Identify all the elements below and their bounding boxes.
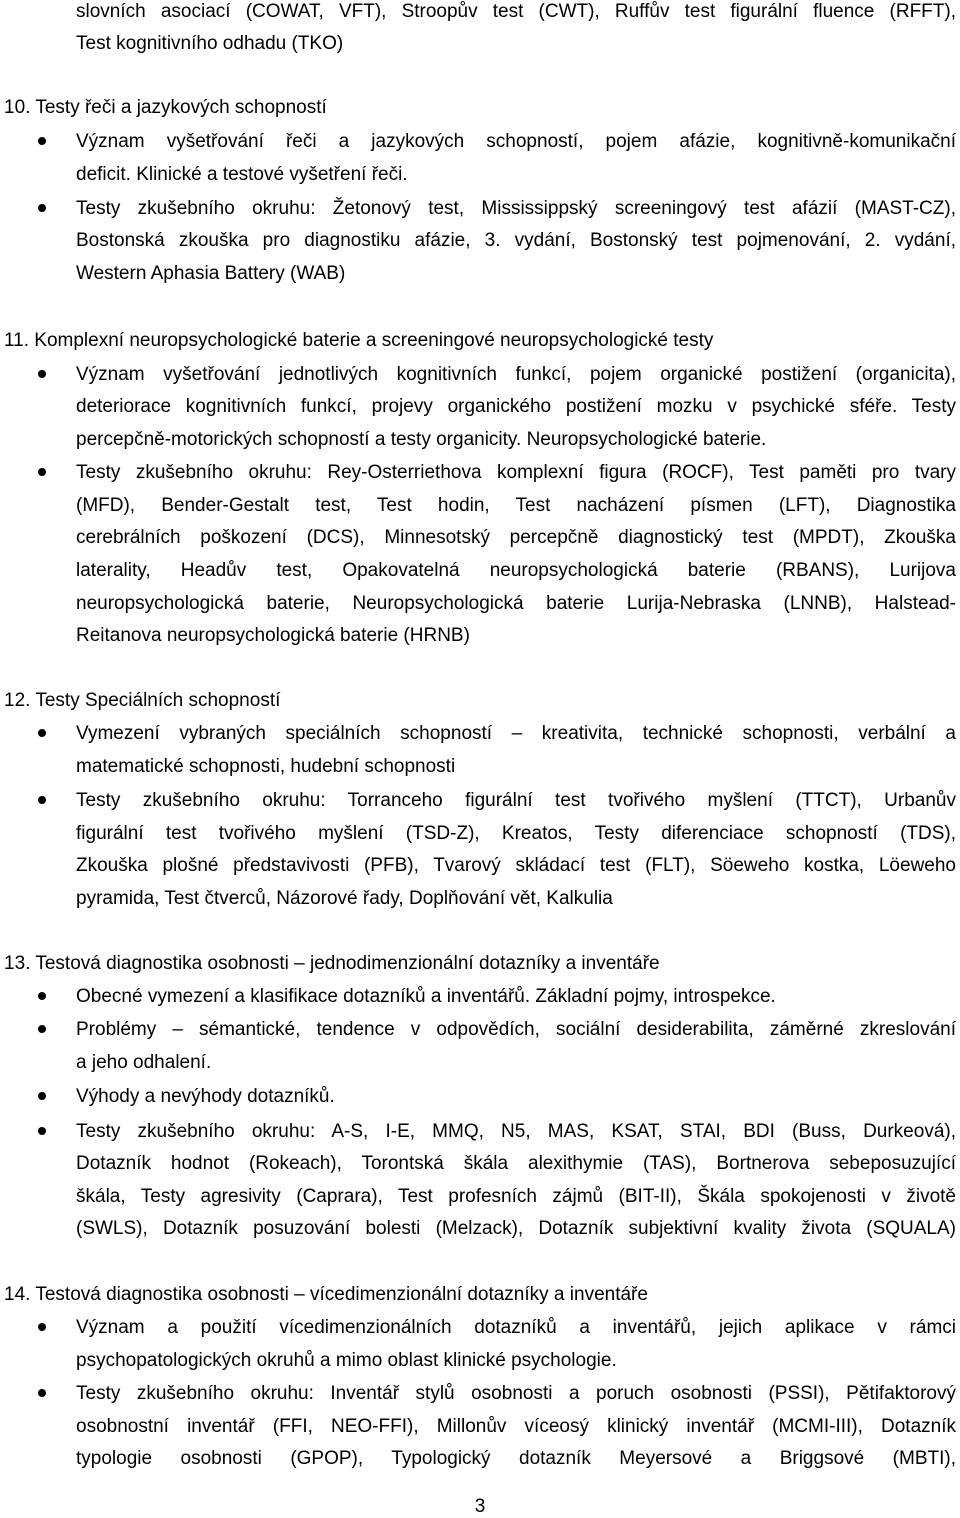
text-line: Problémy – sémantické, tendence v odpovědích, sociální desiderabilita, záměrné zkreslování [76,1019,956,1040]
text-line: Testy zkušebního okruhu: Torranceho figurální test tvořivého myšlení (TTCT), Urbanův [76,790,956,811]
bullet [38,729,46,737]
bullet [38,370,46,378]
text-line: škála, Testy agresivity (Caprara), Test profesních zájmů (BIT-II), Škála spokojenosti v životě [76,1186,956,1207]
bullet [38,796,46,804]
text-line: typologie osobnosti (GPOP), Typologický dotazník Meyersové a Briggsové (MBTI), [76,1448,956,1469]
bullet [38,1092,46,1100]
section-heading-10: 10. Testy řeči a jazykových schopností [4,97,327,118]
text-line: laterality, Headův test, Opakovatelná neuropsychologická baterie (RBANS), Lurijova [76,560,956,581]
text-line: Výhody a nevýhody dotazníků. [76,1086,335,1107]
text-line: Dotazník hodnot (Rokeach), Torontská škála alexithymie (TAS), Bortnerova sebeposuzující [76,1153,956,1174]
text-line: Testy zkušebního okruhu: Rey-Osterriethova komplexní figura (ROCF), Test paměti pro tvary [76,462,956,483]
text-line: Význam vyšetřování řeči a jazykových schopností, pojem afázie, kognitivně-komunikační [76,131,956,152]
text-line: Reitanova neuropsychologická baterie (HRNB) [76,625,470,646]
text-line: deficit. Klinické a testové vyšetření řeči. [76,164,408,185]
bullet [38,1025,46,1033]
section-heading-12: 12. Testy Speciálních schopností [4,690,281,711]
text-line: neuropsychologická baterie, Neuropsychologická baterie Lurija-Nebraska (LNNB), Halstead- [76,593,956,614]
text-line: Vymezení vybraných speciálních schopností – kreativita, technické schopnosti, verbální a [76,723,956,744]
text-line: matematické schopnosti, hudební schopnosti [76,756,456,777]
text-line: Test kognitivního odhadu (TKO) [76,33,344,54]
text-line: Bostonská zkouška pro diagnostiku afázie, 3. vydání, Bostonský test pojmenování, 2. vydání, [76,230,956,251]
text-line: Testy zkušebního okruhu: Inventář stylů osobnosti a poruch osobnosti (PSSI), Pětifaktorový [76,1383,956,1404]
text-line: pyramida, Test čtverců, Názorové řady, Doplňování vět, Kalkulia [76,888,613,909]
section-heading-14: 14. Testová diagnostika osobnosti – vícedimenzionální dotazníky a inventáře [4,1284,648,1305]
bullet [38,992,46,1000]
text-line: deteriorace kognitivních funkcí, projevy organického postižení mozku v psychické sféře. Testy [76,396,956,417]
bullet [38,468,46,476]
text-line: Testy zkušebního okruhu: Žetonový test, Mississippský screeningový test afázií (MAST-CZ), [76,198,956,219]
section-heading-11: 11. Komplexní neuropsychologické baterie a screeningové neuropsychologické testy [4,330,714,351]
section-heading-13: 13. Testová diagnostika osobnosti – jednodimenzionální dotazníky a inventáře [4,953,660,974]
bullet [38,137,46,145]
bullet [38,1127,46,1135]
page-number: 3 [474,1496,486,1517]
text-line: Zkouška plošné představivosti (PFB), Tvarový skládací test (FLT), Söeweho kostka, Löeweho [76,855,956,876]
text-line: psychopatologických okruhů a mimo oblast klinické psychologie. [76,1350,617,1371]
text-line: (SWLS), Dotazník posuzování bolesti (Melzack), Dotazník subjektivní kvality života (SQUALA) [76,1218,956,1239]
text-line: osobnostní inventář (FFI, NEO-FFI), Millonův víceosý klinický inventář (MCMI-III), Dotazník [76,1416,956,1437]
text-line: Obecné vymezení a klasifikace dotazníků a inventářů. Základní pojmy, introspekce. [76,986,776,1007]
text-line: Testy zkušebního okruhu: A-S, I-E, MMQ, N5, MAS, KSAT, STAI, BDI (Buss, Durkeová), [76,1121,956,1142]
bullet [38,1389,46,1397]
text-line: Význam vyšetřování jednotlivých kognitivních funkcí, pojem organické postižení (organicita), [76,364,956,385]
text-line: a jeho odhalení. [76,1052,212,1073]
text-line: (MFD), Bender-Gestalt test, Test hodin, Test nacházení písmen (LFT), Diagnostika [76,495,956,516]
bullet [38,1323,46,1331]
text-line: Western Aphasia Battery (WAB) [76,263,346,284]
text-line: cerebrálních poškození (DCS), Minnesotský percepčně diagnostický test (MPDT), Zkouška [76,527,956,548]
text-line: slovních asociací (COWAT, VFT), Stroopův test (CWT), Ruffův test figurální fluence (RFFT), [76,1,956,22]
bullet [38,204,46,212]
text-line: figurální test tvořivého myšlení (TSD-Z), Kreatos, Testy diferenciace schopností (TDS), [76,823,956,844]
text-line: Význam a použití vícedimenzionálních dotazníků a inventářů, jejich aplikace v rámci [76,1317,956,1338]
text-line: percepčně-motorických schopností a testy organicity. Neuropsychologické baterie. [76,429,767,450]
